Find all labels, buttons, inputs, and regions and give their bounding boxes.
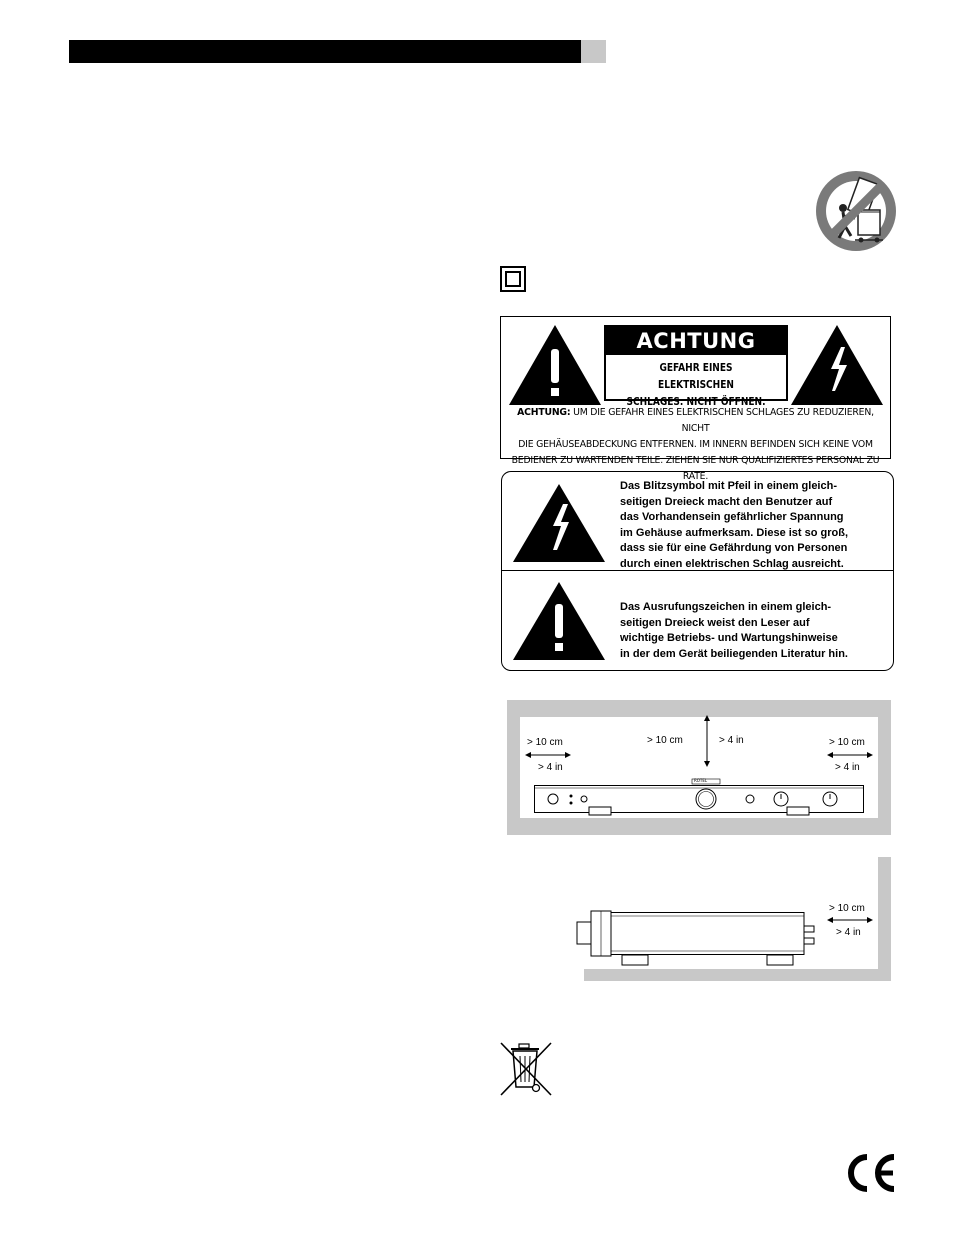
top-clearance-cm-label: > 10 cm (647, 735, 683, 746)
double-arrow-icon (827, 750, 873, 760)
lightning-text-line: im Gehäuse aufmerksam. Diese ist so groß, (620, 526, 849, 539)
floor-surface (584, 969, 891, 981)
achtung-text-line-3: BEDIENER ZU WARTENDEN TEILE. ZIEHEN SIE NUR QUALIFIZIERTES PERSONAL ZU RATE. (511, 455, 880, 482)
header-bar (69, 40, 581, 63)
double-insulation-icon (500, 266, 526, 292)
lightning-text-line: seitigen Dreieck macht den Benutzer auf (620, 495, 833, 508)
lightning-text-line: dass sie für eine Gefährdung von Personen (620, 542, 848, 554)
right-clearance-cm-label: > 10 cm (829, 737, 865, 748)
achtung-text-line-1: UM DIE GEFAHR EINES ELEKTRISCHEN SCHLAGES ZU REDUZIEREN, NICHT (570, 407, 874, 434)
symbol-box-divider (502, 570, 893, 571)
exclamation-text-line: seitigen Dreieck weist den Leser auf (620, 616, 810, 629)
achtung-text-line-2: DIE GEHÄUSEABDECKUNG ENTFERNEN. IM INNERN BEFINDEN SICH KEINE VOM (518, 439, 873, 450)
lightning-text-line: das Vorhandensein gefährlicher Spannung (620, 511, 844, 523)
right-clearance-inch-label: > 4 in (835, 762, 860, 773)
achtung-warning-label (500, 316, 891, 482)
exclamation-text-line: in der dem Gerät beiliegenden Literatur hin. (620, 647, 848, 660)
achtung-subtitle-line-2: SCHLAGES. NICHT ÖFFNEN. (626, 395, 766, 408)
front-clearance-space (520, 717, 878, 818)
double-arrow-icon (525, 750, 571, 760)
front-clearance-diagram (507, 700, 891, 835)
top-clearance-inch-label: > 4 in (719, 735, 744, 746)
double-arrow-icon (827, 915, 873, 925)
lightning-explanation-text (620, 479, 848, 572)
no-cart-tipover-icon (815, 170, 897, 252)
exclamation-text-line: wichtige Betriebs- und Wartungshinweise (620, 632, 838, 644)
vertical-double-arrow-icon (702, 715, 712, 767)
achtung-title: ACHTUNG (606, 327, 786, 355)
achtung-subtitle (622, 359, 770, 410)
amplifier-side-view (574, 908, 820, 970)
lightning-triangle-icon (513, 484, 605, 562)
achtung-text-lead: ACHTUNG: (517, 407, 571, 418)
amplifier-brand-label: ROTEL (694, 778, 708, 783)
exclamation-triangle-icon (509, 325, 601, 405)
header-tab (581, 40, 606, 63)
rear-wall (878, 857, 891, 981)
left-clearance-cm-label: > 10 cm (527, 737, 563, 748)
lightning-text-line: Das Blitzsymbol mit Pfeil in einem gleich- (620, 480, 837, 492)
exclamation-triangle-icon (513, 582, 605, 660)
weee-crossed-bin-icon (499, 1041, 553, 1097)
symbol-explanation-box (501, 471, 894, 671)
rear-clearance-inch-label: > 4 in (836, 927, 861, 938)
rear-clearance-cm-label: > 10 cm (829, 903, 865, 914)
exclamation-text-line: Das Ausrufungszeichen in einem gleich- (620, 601, 832, 613)
ce-mark-icon (844, 1153, 898, 1193)
left-clearance-inch-label: > 4 in (538, 762, 563, 773)
achtung-center-panel (604, 325, 788, 408)
lightning-triangle-icon (791, 325, 883, 405)
exclamation-explanation-text (620, 600, 848, 662)
lightning-text-line: durch einen elektrischen Schlag ausreicht. (620, 557, 844, 570)
achtung-subtitle-line-1: GEFAHR EINES ELEKTRISCHEN (658, 361, 734, 391)
